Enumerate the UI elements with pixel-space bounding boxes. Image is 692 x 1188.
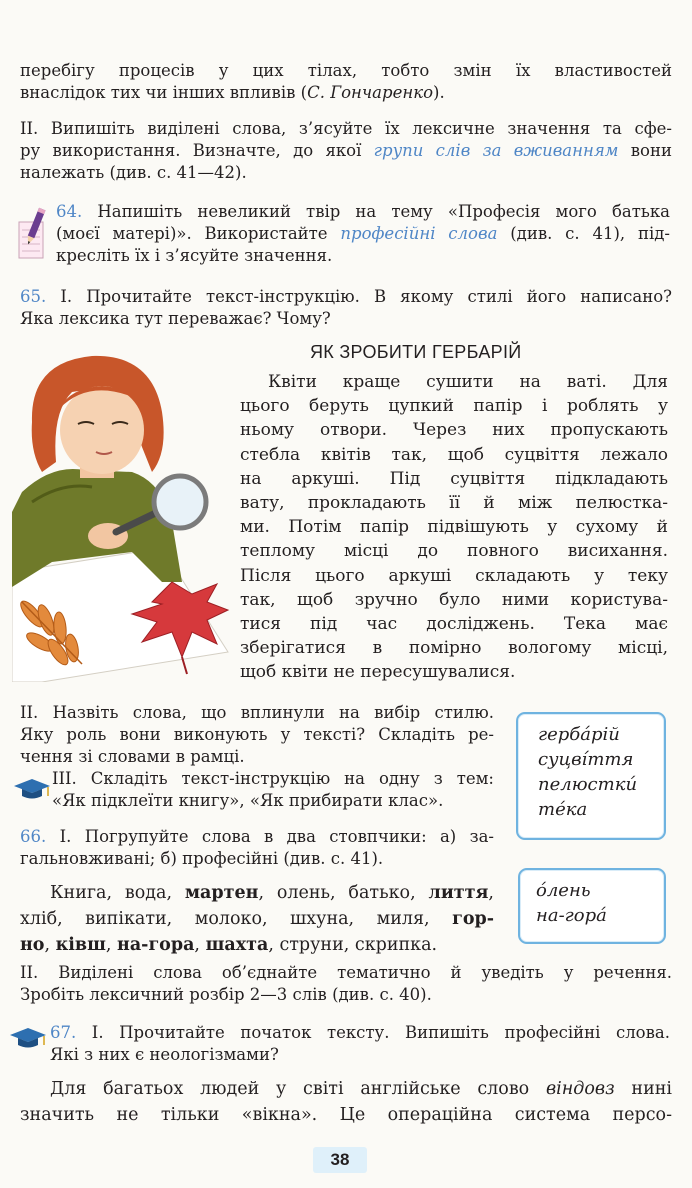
exercise-number: 67.: [50, 1023, 77, 1042]
text-line: ньому отвори. Через них пропускають: [240, 420, 668, 441]
exercise-66-words: [20, 880, 494, 958]
graduation-cap-icon: [8, 1025, 48, 1051]
exercise-number: 64.: [56, 202, 83, 221]
q-line: Зробіть лексичний розбір 2—3 слів (див. с. 40).: [20, 985, 432, 1004]
word-box-2: [518, 868, 666, 944]
ex64-line-2: (моєї матері)». Використайте професійні слова (див. с. 41), під-: [56, 224, 670, 243]
q-line: Яку роль вони виконують у тексті? Складіть ре-: [20, 725, 494, 744]
exercise-65-task-3: [52, 768, 494, 812]
ex65-line-1: 65. I. Прочитайте текст-інструкцію. В якому стилі його написано?: [20, 287, 672, 306]
page-number: 38: [313, 1147, 367, 1173]
q-line: чення зі словами в рамці.: [20, 747, 245, 766]
ex67-line-2: Які з них є неологізмами?: [50, 1045, 279, 1064]
text-line: щоб квіти не пересушувалися.: [240, 662, 516, 683]
ex64-line-1: 64. Напишіть невеликий твір на тему «Професія мого батька: [56, 202, 670, 221]
author-name: С. Гончаренко: [307, 83, 434, 102]
q-line: II. Виділені слова об’єднайте тематично й уведіть у речення.: [20, 963, 672, 982]
text-line: тися під час досліджень. Тека має: [240, 614, 668, 635]
box-word: тéка: [538, 799, 588, 820]
ex67-line-1: 67. I. Прочитайте початок тексту. Випишіть професійні слова.: [50, 1023, 670, 1042]
word-box-1: [516, 712, 666, 840]
task-2-line-3: належать (див. с. 41—42).: [20, 163, 247, 182]
task-2: [20, 118, 672, 184]
text-line: ми. Потім папір підвішують у сухому й: [240, 517, 668, 538]
graduation-cap-icon: [12, 776, 52, 802]
text-line: так, щоб зручно було ними користува-: [240, 589, 668, 610]
top-line-2: внаслідок тих чи інших впливів (С. Гончаренко).: [20, 83, 445, 102]
box-word: óлень: [536, 880, 591, 901]
task-2-line-1: II. Випишіть виділені слова, з’ясуйте їх лексичне значення та сфе-: [20, 119, 672, 138]
box-word: суцвíття: [538, 749, 634, 770]
ex65-line-2: Яка лексика тут переважає? Чому?: [20, 309, 331, 328]
exercise-67-task-1: [50, 1022, 670, 1066]
girl-with-magnifier-illustration: [12, 352, 234, 682]
q-line: III. Складіть текст-інструкцію на одну з тем:: [52, 769, 494, 788]
exercise-66-task-1: [20, 826, 494, 870]
exercise-number: 65.: [20, 287, 47, 306]
q-line: II. Назвіть слова, що вплинули на вибір стилю.: [20, 703, 494, 722]
text-line: стебла квітів так, щоб суцвіття лежало: [240, 444, 668, 465]
text-line: Квіти краще сушити на ваті. Для: [268, 372, 668, 392]
ex66-line-1: 66. I. Погрупуйте слова в два стовпчики: а) за-: [20, 827, 494, 846]
words-line-1: Книга, вода, мартен, олень, батько, лиття,: [50, 883, 494, 903]
exercise-67-text: [20, 1076, 672, 1128]
box-word: пелюсткú: [538, 774, 638, 795]
top-paragraph: [20, 60, 672, 104]
task-2-line-2: ру використання. Визначте, до якої групи слів за вживанням вони: [20, 141, 672, 160]
top-line-1: перебігу процесів у цих тілах, тобто змін їх властивостей: [20, 61, 672, 80]
exercise-66-task-2: [20, 962, 672, 1006]
text-line: на аркуші. Під суцвіття підкладають: [240, 468, 668, 489]
exercise-65-task-1: [20, 286, 672, 330]
text-line: теплому місці до повного висихання.: [240, 541, 668, 562]
pencil-note-icon: [16, 206, 50, 262]
box-word: на-горá: [536, 905, 607, 926]
text-line: зберігатися в помірно вологому місці,: [240, 638, 668, 659]
text-line: Після цього аркуші складають у теку: [240, 565, 668, 586]
words-line-2: хліб, випікати, молоко, шхуна, миля, гор-: [20, 909, 494, 929]
exercise-64: [56, 201, 670, 267]
q-line: «Як підклеїти книгу», «Як прибирати клас».: [52, 791, 444, 810]
term-link: групи слів за вживанням: [373, 141, 619, 160]
exercise-number: 66.: [20, 827, 47, 846]
text-title: ЯК ЗРОБИТИ ГЕРБАРІЙ: [310, 342, 522, 362]
ex67-text-line-1: Для багатьох людей у світі англійське слово віндовз нині: [50, 1079, 673, 1099]
words-line-3: но, ківш, на-гора, шахта, струни, скрипка.: [20, 935, 438, 955]
term-link: професійні слова: [340, 224, 498, 243]
ex64-line-3: кресліть їх і з’ясуйте значення.: [56, 246, 333, 265]
ex67-text-line-2: значить не тільки «вікна». Це операційна система персо-: [20, 1105, 672, 1125]
ex66-line-2: гальновживані; б) професійні (див. с. 41).: [20, 849, 384, 868]
exercise-65-task-2: [20, 702, 494, 768]
herbarium-text: [240, 370, 668, 685]
box-word: гербáрій: [538, 724, 620, 745]
text-line: цього беруть цупкий папір і роблять у: [240, 396, 668, 417]
text-line: вату, прокладають її й між пелюстка-: [240, 493, 668, 514]
